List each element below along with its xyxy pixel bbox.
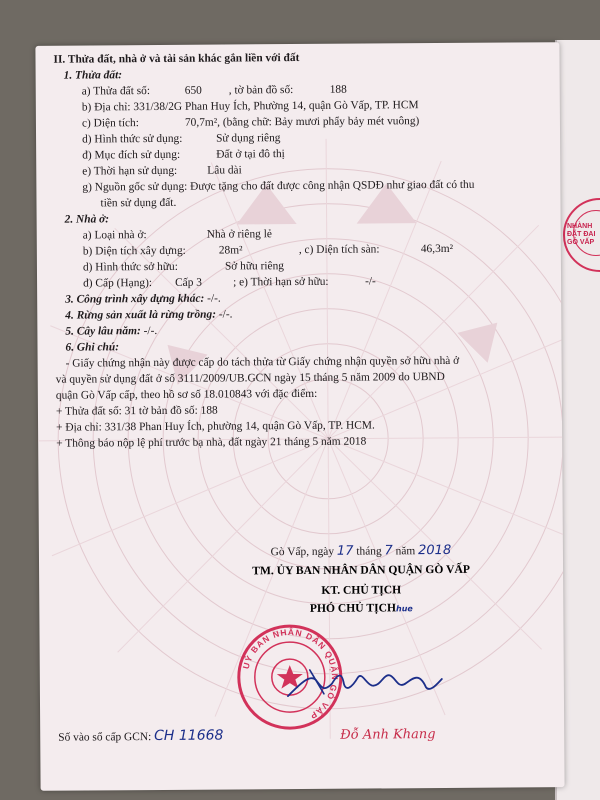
parcel-label: a) Thửa đất số: xyxy=(81,85,151,98)
section-title: II. Thửa đất, nhà ở và tài sản khác gắn liền với đất xyxy=(53,51,300,66)
origin-value-line1: Được tặng cho đất được công nhận QSDĐ như giao đất có thu xyxy=(190,178,475,193)
build-area-value: 28m² xyxy=(218,244,243,257)
issue-day: 17 xyxy=(336,543,354,559)
construction-value: -/-. xyxy=(207,292,221,305)
notes-line-6: + Thông báo nộp lệ phí trước bạ nhà, đất ngày 21 tháng 5 năm 2018 xyxy=(56,435,367,450)
issue-year: 2018 xyxy=(418,542,452,559)
registry-label: Số vào sổ cấp GCN: xyxy=(58,731,152,744)
branch-stamp-text: NHÀNH ĐẤT ĐAI GÒ VẤP xyxy=(567,223,596,246)
perennial-value: -/-. xyxy=(143,324,158,338)
handwritten-signature xyxy=(280,643,450,714)
forest-heading: 4. Rừng sản xuất là rừng trồng: xyxy=(65,308,217,322)
notes-line-4: + Thửa đất số: 31 tờ bản đồ số: 188 xyxy=(55,404,218,418)
ownership-label: d) Hình thức sở hữu: xyxy=(82,260,178,274)
purpose-label: đ) Mục đích sử dụng: xyxy=(82,148,181,162)
signer-role-1: KT. CHỦ TỊCH xyxy=(321,583,402,597)
grade-value: Cấp 3 xyxy=(175,276,203,289)
area-value: 70,7m², (bằng chữ: Bảy mươi phẩy bảy mét vuông) xyxy=(184,115,420,129)
issue-month: 7 xyxy=(384,543,393,559)
term-value: Lâu dài xyxy=(207,164,242,177)
registry-number: CH 11668 xyxy=(154,727,224,745)
floor-area-value: 46,3m² xyxy=(420,242,454,256)
issuing-org: TM. ỦY BAN NHÂN DÂN QUẬN GÒ VẤP xyxy=(252,562,470,578)
notes-line-5: + Địa chỉ: 331/38 Phan Huy Ích, phường 14, quận Gò Vấp, TP. HCM. xyxy=(56,419,375,434)
ownership-value: Sở hữu riêng xyxy=(224,260,285,273)
origin-value-line2: tiền sử dụng đất. xyxy=(100,196,177,210)
notes-heading: 6. Ghi chú: xyxy=(65,341,120,354)
perennial-heading: 5. Cây lâu năm: xyxy=(65,325,141,338)
use-form-label: d) Hình thức sử dụng: xyxy=(82,132,183,146)
term-label: e) Thời hạn sử dụng: xyxy=(82,164,178,178)
house-type-label: a) Loại nhà ở: xyxy=(82,229,147,242)
certificate-body xyxy=(53,48,552,451)
map-label: , tờ bản đồ số: xyxy=(228,84,294,97)
land-heading: 1. Thửa đất: xyxy=(63,69,123,82)
house-heading: 2. Nhà ở: xyxy=(64,213,110,226)
use-form-value: Sử dụng riêng xyxy=(216,132,281,145)
signer-initials: hue xyxy=(395,604,413,614)
address-label: b) Địa chỉ: xyxy=(81,101,131,114)
ownership-term-value: -/- xyxy=(365,275,376,288)
signer-name: Đỗ Anh Khang xyxy=(340,727,436,743)
place-date-prefix: Gò Vấp, ngày xyxy=(270,545,335,559)
notes-line-3: quận Gò Vấp cấp, theo hồ sơ số 18.010843 với đặc điểm: xyxy=(55,387,318,402)
registry-number-row xyxy=(58,728,223,745)
house-type-value: Nhà ở riêng lẻ xyxy=(206,228,272,241)
build-area-label: b) Diện tích xây dựng: xyxy=(82,244,186,258)
address-value: 331/38/2G Phan Huy Ích, Phường 14, quận Gò Vấp, TP. HCM xyxy=(133,99,419,114)
map-number: 188 xyxy=(329,83,347,96)
construction-heading: 3. Công trình xây dựng khác: xyxy=(65,292,205,306)
notes-line-2: và quyền sử dụng đất ở số 3111/2009/UB.GCN ngày 15 tháng 5 năm 2009 do UBND xyxy=(55,370,445,386)
parcel-number: 650 xyxy=(184,84,202,97)
signer-role-2-text: PHÓ CHỦ TỊCH xyxy=(309,601,397,615)
purpose-value: Đất ở tại đô thị xyxy=(216,148,285,161)
year-label: năm xyxy=(395,545,416,558)
notes-line-1: - Giấy chứng nhận này được cấp do tách thửa từ Giấy chứng nhận quyền sở hữu nhà ở xyxy=(65,354,460,370)
month-label: tháng xyxy=(356,545,382,558)
issue-date xyxy=(159,542,563,560)
area-label: c) Diện tích: xyxy=(81,117,139,130)
seal-text: UỶ BAN NHÂN DÂN QUẬN GÒ VẤP xyxy=(240,626,340,722)
forest-value: -/-. xyxy=(218,308,233,321)
ownership-term-label: ; e) Thời hạn sở hữu: xyxy=(233,275,329,289)
floor-area-label: , c) Diện tích sàn: xyxy=(298,243,380,257)
grade-label: đ) Cấp (Hạng): xyxy=(83,277,153,290)
origin-label: g) Nguồn gốc sử dụng: xyxy=(82,180,188,194)
certificate-page xyxy=(35,42,564,791)
